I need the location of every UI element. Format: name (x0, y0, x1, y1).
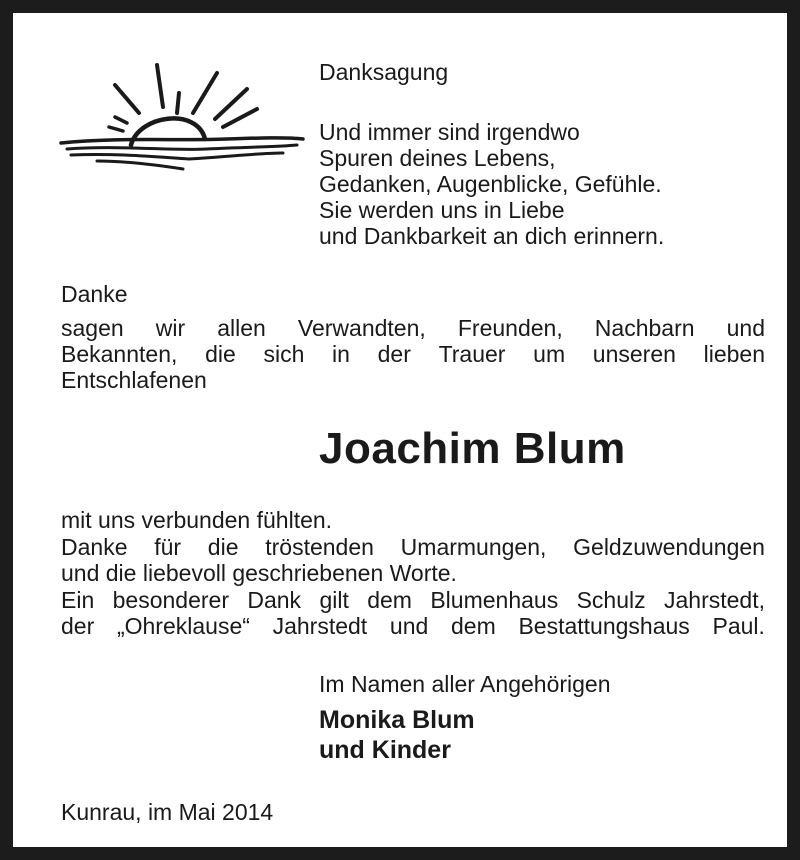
word: dem (367, 586, 412, 613)
word: der (377, 341, 411, 367)
word: Geldzuwendungen (573, 533, 765, 560)
word: Ein (61, 586, 95, 613)
word: die (207, 533, 239, 560)
poem-line: Und immer sind irgendwo (319, 119, 580, 145)
poem-line: Sie werden uns in Liebe (319, 197, 565, 223)
body-line (61, 534, 765, 561)
intro-line (61, 367, 765, 393)
word: besonderer (112, 586, 229, 613)
signer-name: Monika Blum (319, 706, 475, 734)
word: Dank (247, 586, 302, 613)
intro-paragraph (61, 315, 765, 393)
place-date: Kunrau, im Mai 2014 (61, 799, 274, 825)
sunrise-icon (57, 57, 307, 177)
word: sich (263, 341, 305, 367)
word: Nachbarn (594, 315, 695, 341)
word: und die liebevoll geschriebenen Worte. (61, 560, 457, 586)
poem-line: und Dankbarkeit an dich erinnern. (319, 223, 665, 249)
word: Entschlafenen (61, 367, 207, 393)
word: dem (450, 613, 496, 639)
body-line (61, 507, 765, 534)
word: um (533, 341, 566, 367)
word: der (61, 613, 95, 639)
intro-line (61, 341, 765, 367)
word: sagen (61, 315, 124, 341)
poem-line: Spuren deines Lebens, (319, 145, 556, 171)
deceased-name: Joachim Blum (319, 424, 626, 473)
danke-label: Danke (61, 281, 128, 307)
word: Trauer (438, 341, 506, 367)
word: Umarmungen, (400, 533, 547, 560)
thanks-paragraph (61, 507, 765, 640)
word: Jahrstedt (272, 613, 368, 639)
signer-name: und Kinder (319, 736, 451, 764)
word: Freunden, (457, 315, 563, 341)
word: Verwandten, (297, 315, 426, 341)
word: Jahrstedt, (664, 586, 765, 613)
intro-line (61, 315, 765, 341)
word: Danke (61, 533, 128, 560)
poem (319, 119, 664, 249)
word: und (389, 613, 429, 639)
body-line (61, 613, 765, 640)
word: Paul. (712, 613, 765, 639)
word: in (332, 341, 350, 367)
word: unseren (592, 341, 676, 367)
word: „Ohreklause“ (116, 613, 250, 639)
word: Bestattungshaus (518, 613, 690, 639)
signers (319, 705, 475, 765)
word: tröstenden (265, 533, 374, 560)
poem-line: Gedanken, Augenblicke, Gefühle. (319, 171, 662, 197)
word: und (726, 315, 765, 341)
body-line (61, 560, 765, 587)
heading-danksagung: Danksagung (319, 59, 449, 85)
word: Blumenhaus (430, 586, 559, 613)
word: mit uns verbunden fühlten. (61, 507, 333, 533)
word: Schulz (576, 586, 646, 613)
closing-line: Im Namen aller Angehörigen (319, 671, 611, 697)
word: gilt (319, 586, 349, 613)
word: die (205, 341, 236, 367)
word: wir (155, 315, 186, 341)
word: für (154, 533, 182, 560)
body-line (61, 587, 765, 614)
word: Bekannten, (61, 341, 178, 367)
word: lieben (703, 341, 765, 367)
word: allen (217, 315, 266, 341)
